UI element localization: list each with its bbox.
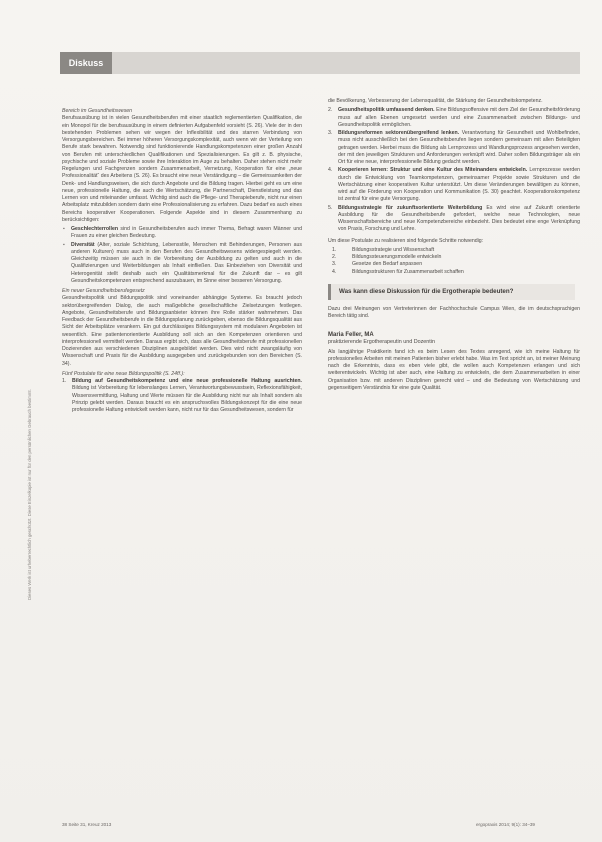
thesis-text: Es wird eine auf Zukunft orientierte Ausbildung für die Gesundheitsberufe gefordert, welche neue Technologien, neue Wissenschaftsbereiche und neue Kompetenzbereiche einbezieht. Dies bedeutet eine enge Verknüpfung von Praxis, Forschung und Lehre. <box>338 204 580 233</box>
step-number: 3. <box>332 261 337 268</box>
bullet-term: Diversität <box>71 241 95 248</box>
thesis-item <box>328 130 580 166</box>
step-number: 2. <box>332 254 337 260</box>
header-band <box>60 52 580 74</box>
thesis-text: Bildung ist Vorbereitung für lebenslanges Lernen, Verantwortungsbewusstsein, Reflexionsfähigkeit, Wissensvermittlung, Haltung und Werte müssen für die Ausbildung nicht nur als Inhalt sondern als Prinzip gelebt werden. Daraus braucht es ein anspruchsvolles Bildungskonzept für die eine neue professionelle Haltung entwickelt werden kann, nicht nur für das Gesundheitswesen, sondern für <box>72 385 302 413</box>
thesis-number: 5. <box>328 204 333 211</box>
thesis-number: 2. <box>328 107 333 114</box>
side-copyright-note: Dieses Werk ist urheberrechtlich geschützt. Diese Einzelkopie ist nur für den persönlichen Gebrauch bestimmt. <box>27 389 32 600</box>
step-text: Gesetze den Bedarf anpassen <box>352 261 423 268</box>
step-text: Bildungsstrategie und Wissenschaft <box>352 246 435 253</box>
thesis-term: Bildungsreformen sektorenübergreifend lenken. <box>338 130 460 136</box>
thesis-text: Lernprozesse werden durch die Entwicklung von Teamkompetenzen, gemeinsamer Projekte sowie Strukturen und die Wertschätzung einer kooperativen Kultur unterstützt. Um diese Veränderungen bewältigen zu können, wird auf die Förderung von Kooperation und Kommunikation (S. 30) geachtet. Kooperationskompetenz ist zentral für eine gute Versorgung. <box>338 167 580 203</box>
step-item <box>332 269 580 276</box>
section-tab: Diskuss <box>60 52 112 74</box>
sub-heading: Ein neuer Gesundheitsberufegesetz <box>62 288 145 294</box>
step-item <box>332 254 580 261</box>
right-column <box>328 98 580 394</box>
bullet-item <box>62 242 302 286</box>
thesis-item <box>62 378 302 414</box>
bullet-text: (Alter, soziale Schichtung, Lebensstile, Menschen mit Behinderungen, Personen aus anderen Kulturen) muss auch in den Berufen des Gesundheitswesens widergespiegelt werden. Gleichzeitig müssen sie auch in die Vorbereitung der Ausbildung zu gelten und auch in die Qualifizierungen und Weiterbildungen als Inhalt einfließen. Das Einbeziehen von Diversität und Heterogenität stellt deshalb auch ein Qualitätsmerkmal für die Zukunft dar – es gilt Gesundheitskompetenzen entsprechend auszubauen, im Sinne einer besseren Versorgung. <box>71 241 302 284</box>
question-heading: Was kann diese Diskussion für die Ergotherapie bedeuten? <box>339 287 514 295</box>
body-paragraph: Gesundheitspolitik und Bildungspolitik sind voneinander abhängige Systeme. Es braucht jedoch sektorübergreifenden Dialog, die auch maßgebliche gesellschaftliche Zielsetzungen festlegen. Angebote, Gesundheitsberufe und Bildungsanbieter können ihre Rolle stärker wahrnehmen. Das Feedback der Gesundheitsberufe in die Bildungsplanung zurückgeben, ebenso die Bildungsqualität aus Sicht der Arbeitsplätze verankern. Ein gut durchlässiges Bildungssystem mit modularen Angeboten ist wesentlich. Eine patientenorientierte Ausbildung soll sich an den Kompetenzen orientieren und interprofessionell vermittelt werden. Daraus ergibt sich, dass alle Gesundheitsberufe mit professionellen Dozierenden aus verschiedenen Disziplinen ausgebildet werden. Dies wird nicht zwangsläufig von Wissenschaft und Praxis für die Ausbildung ausgegeben und zurückgebunden von den Bereichen (S. 34). <box>62 295 302 367</box>
thesis-term: Bildungsstrategie für zukunftsorientierte Weiterbildung <box>338 204 483 211</box>
footer-left: 38 Seite 31, Kreuz 2013 <box>62 822 112 827</box>
step-text: Bildungssteuerungsmodelle entwickeln <box>352 254 442 260</box>
theses-heading: Fünf Postulate für eine neue Bildungspolitik (S. 24ff.): <box>62 370 185 377</box>
thesis-term: Bildung auf Gesundheitskompetenz und eine neue professionelle Haltung ausrichten. <box>72 378 302 384</box>
thesis-number: 1. <box>62 378 67 384</box>
question-intro: Dazu drei Meinungen von Vertreterinnen der Fachhochschule Campus Wien, die im deutschsprachigen Bereich tätig sind. <box>328 306 580 320</box>
thesis-item <box>328 167 580 203</box>
author-statement: Als langjährige Praktikerin fand ich es beim Lesen des Textes anregend, wie ich meine Haltung für professionelles Arbeiten mit meinen Patienten bisher erlebt habe. Was im Text spricht an, ist meiner Meinung nach die Erkenntnis, dass es eben viele gibt, die wollen auch Kompetenzen erlangen und sich weiterentwickeln. Wichtig ist aber auch, eine Haltung zu entwickeln, die dem Zusammenarbeiten in einer Organisation bzw. mit anderen Disziplinen gerecht wird – und die Bedeutung von Wertschätzung und gegenseitigem Verständnis für eine gute Qualität. <box>328 348 580 391</box>
step-number: 1. <box>332 246 337 253</box>
author-name: Maria Feller, MA <box>328 331 374 338</box>
bullet-term: Geschlechterrollen <box>71 226 118 232</box>
continued-text: die Bevölkerung, Verbesserung der Lebensqualität, die Stärkung der Gesundheitskompetenz. <box>328 98 543 104</box>
thesis-number: 4. <box>328 167 333 174</box>
author-block <box>328 331 580 346</box>
step-number: 4. <box>332 268 337 275</box>
step-text: Bildungsstrukturen für Zusammenarbeit schaffen <box>352 268 464 275</box>
bullet-text: sind in Gesundheitsberufen auch immer Thema, Befragt waren Männer und Frauen zu einer gleichen Bedeutung. <box>71 226 302 240</box>
thesis-item <box>328 205 580 234</box>
left-column <box>62 105 302 415</box>
thesis-text: Eine Bildungsoffensive mit dem Ziel der Gesundheitsförderung muss auf allen Ebenen umgesetzt werden und eine Zusammenarbeit zwischen Bildungs- und Gesundheitspolitik ermöglichen. <box>338 107 580 128</box>
thesis-item <box>328 107 580 129</box>
thesis-term: Gesundheitspolitik umfassend denken. <box>338 107 435 114</box>
bullet-item <box>62 226 302 241</box>
author-role: praktizierende Ergotherapeutin und Dozentin <box>328 338 435 345</box>
footer-right: ergopraxis 2014; 9(1): 34–39 <box>476 822 535 827</box>
step-item <box>332 247 580 254</box>
question-box <box>328 284 575 300</box>
section-heading: Bereich im Gesundheitswesen <box>62 108 133 114</box>
intro-paragraph: Berufsausübung ist in vielen Gesundheitsberufen mit einer staatlich reglementierten Qualifikation, die ein Monopol für die berufsausübung in einem definierten Aufgabenfeld vorsieht (S. 26). Viele der in den bestehenden Problemen sehen wir wegen der Inflexibilität und des starren Verbindung von Versorgungsbereichen. Bei immer höheren Versorgungskomplexität, auch wenn wir der Verteilung von Berufe stark bewahren. Notwendig sind funktionierende Handlungskompetenzen einer großen Anzahl von Berufen mit unterschiedlichen Qualifikationen und Spezialisierungen. Es gilt z. B. physische, psychische und soziale Probleme sowie ihre Interaktion im Auge zu behalten. Daher stehen nicht mehr Regelungen und Fachgrenzen sondern Zusammenarbeit, Vernetzung, Kooperation für eine „neue Professionalität“ des Arbeitens (S. 26). Es braucht eine neue Verständigung – die Gemeinsamkeiten der Denk- und Handlungsweisen, die sich durch Angebote und die Bildung tragen. Hierbei geht es um eine neue, professionelle Haltung, die auch die Wertschätzung, die Partnerschaft, Dienstleistung und das Lernen von und miteinander umfasst. Wichtig sind auch die Pflege- und Therapieberufe, nicht nur einen Arbeitsplatz mitzubilden sondern darin eine Professionalisierung zu erfahren. Dazu bedarf es auch eines Bereichs kooperativer Kooperationen. Folgende Aspekte sind in diesem Zusammenhang zu berücksichtigen: <box>62 115 302 223</box>
thesis-text: Verantwortung für Gesundheit und Wohlbefinden, muss nicht ausschließlich bei den Gesundheitsberufen liegen sondern gemeinsam mit allen Beteiligten getragen werden. Hierbei muss die Bildung als Lernprozess und Wandlungsprozess angesehen werden, der mit den jeweiligen Strukturen und Anforderungen verknüpft wird. Daher sollen Bildungsträger als ein Ort für eine neue, interprofessionelle Bildung gedacht werden. <box>338 130 580 165</box>
thesis-number: 3. <box>328 130 333 136</box>
step-item <box>332 261 580 268</box>
thesis-term: Kooperieren lernen: Struktur und eine Kultur des Miteinanders entwickeln. <box>338 167 528 174</box>
steps-intro: Um diese Postulate zu realisieren sind folgende Schritte notwendig: <box>328 237 484 244</box>
